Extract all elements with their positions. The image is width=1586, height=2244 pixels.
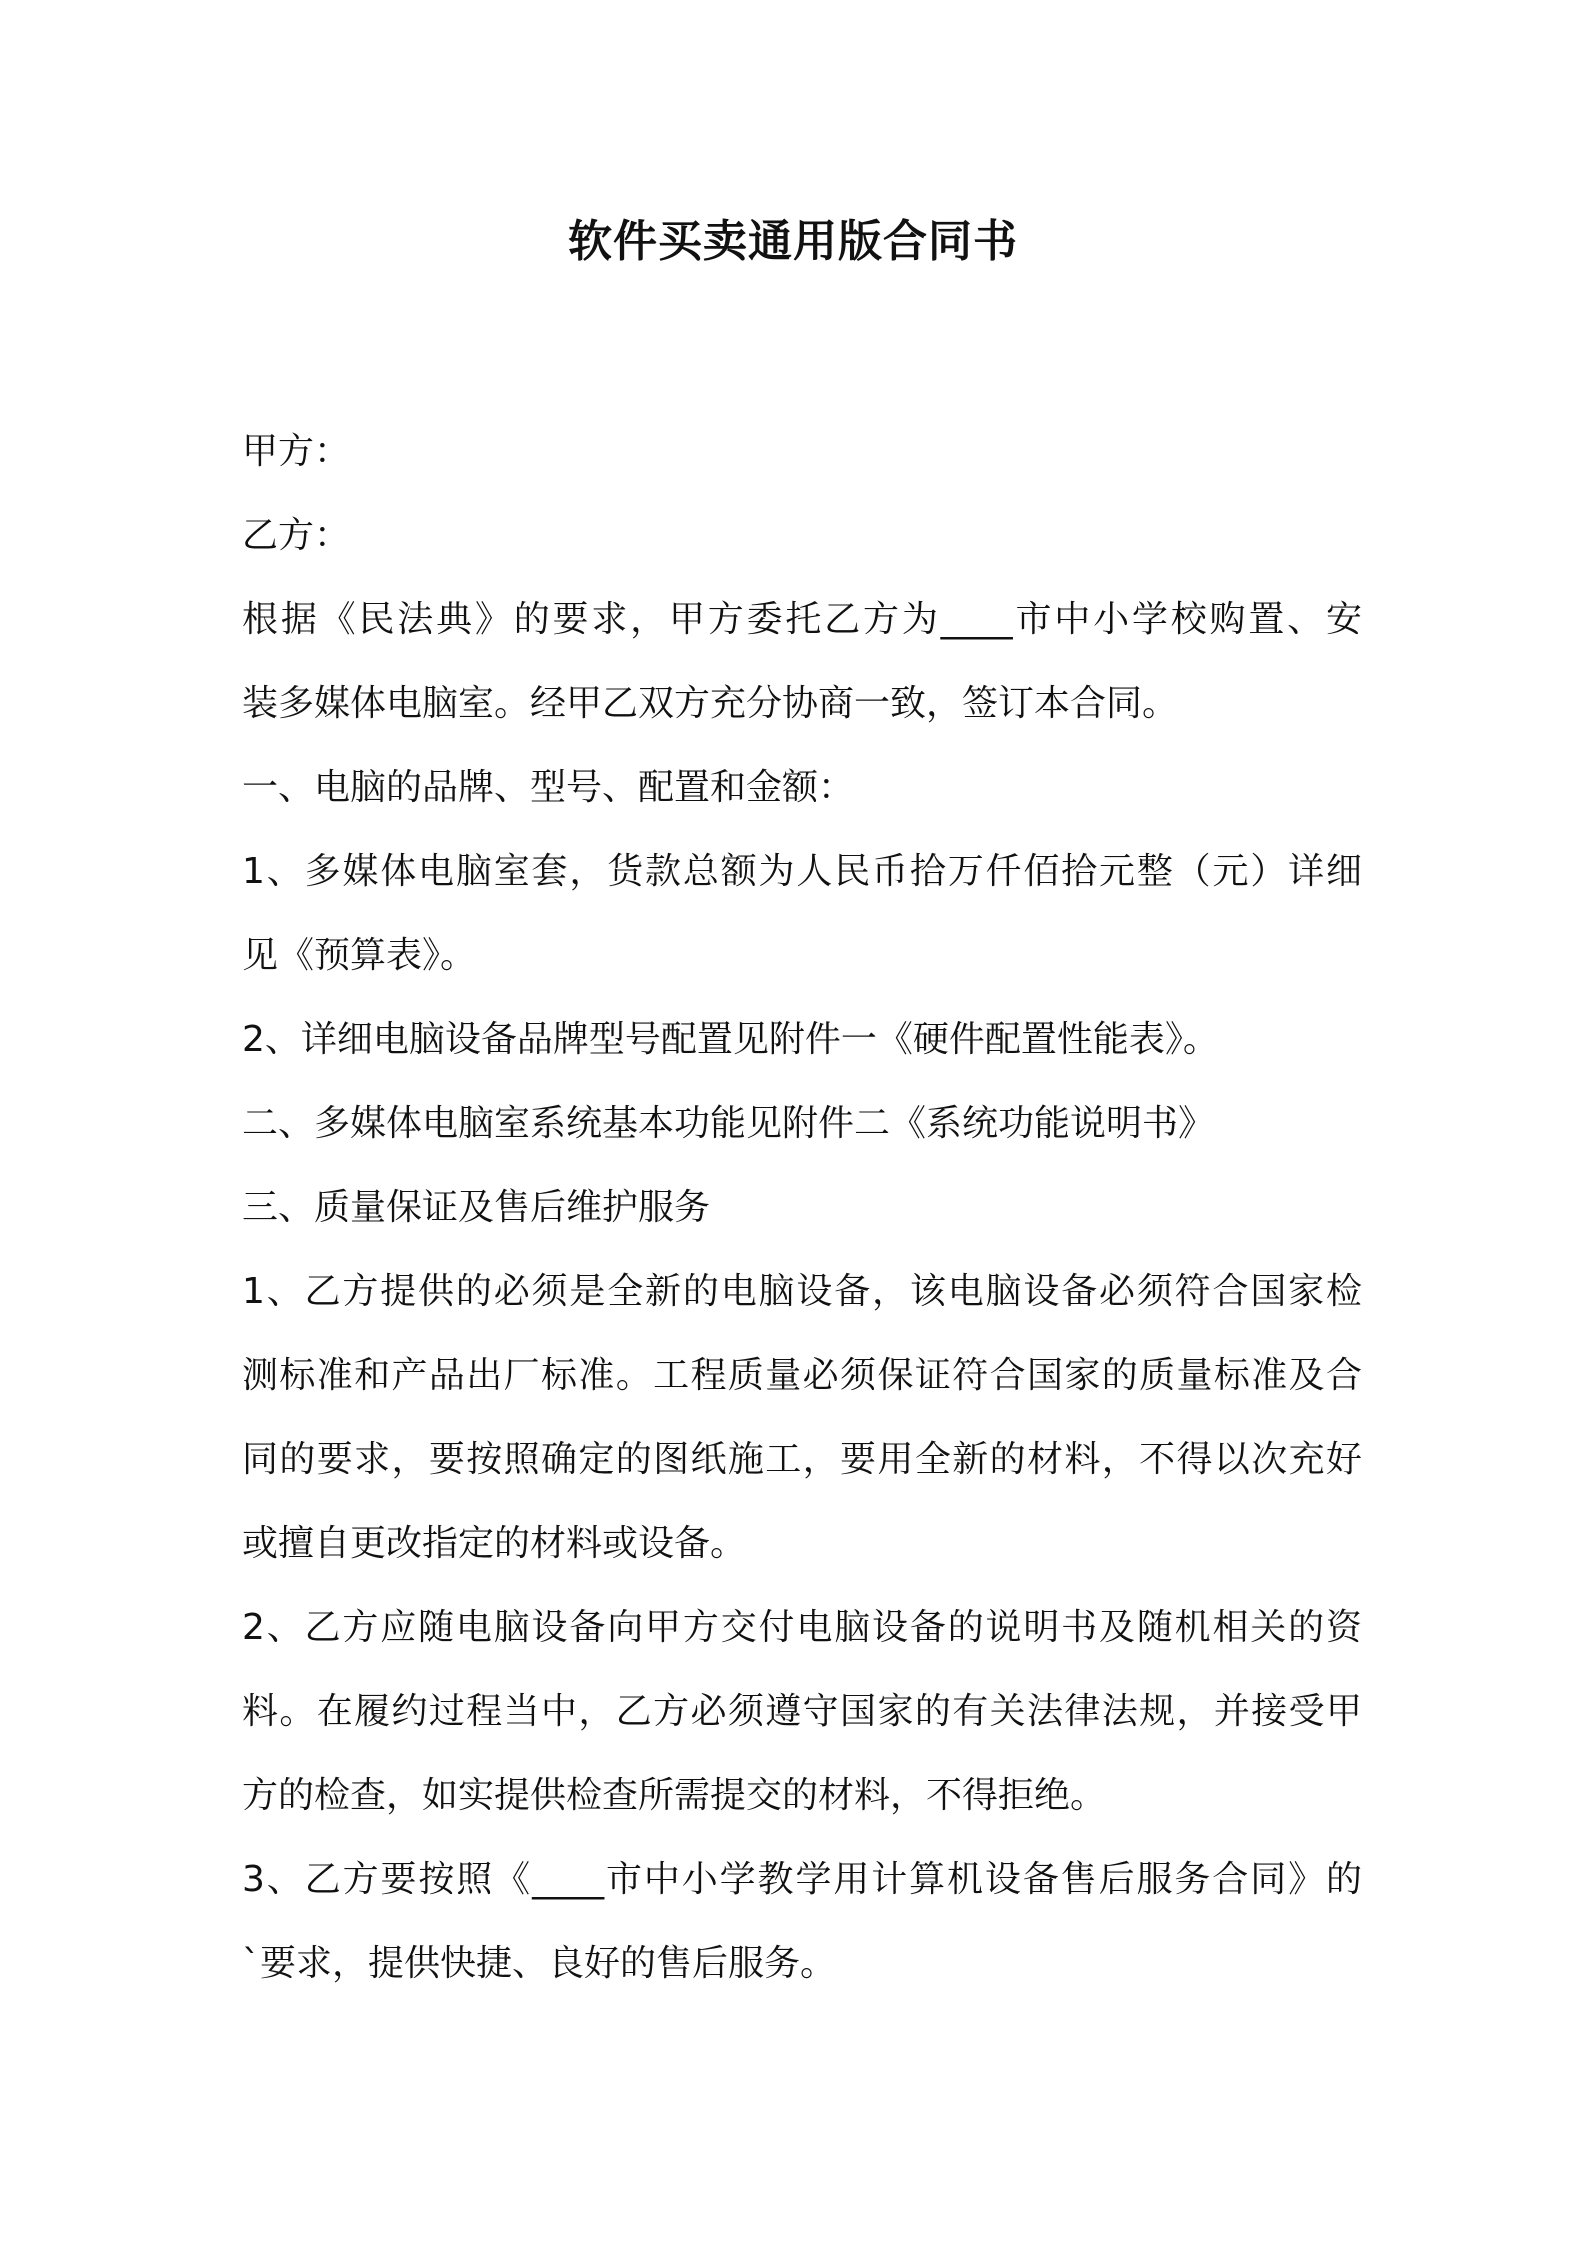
clause-3-2-line-2: 料。在履约过程当中，乙方必须遵守国家的有关法律法规，并接受甲 [242,1691,1362,1732]
clause-1-1-line-1: 1、多媒体电脑室套，货款总额为人民币拾万仟佰拾元整（元）详细 [242,851,1362,892]
clause-3-2-line-1: 2、乙方应随电脑设备向甲方交付电脑设备的说明书及随机相关的资 [242,1607,1362,1648]
clause-3-2-line-3: 方的检查，如实提供检查所需提交的材料，不得拒绝。 [242,1775,1107,1816]
section-1-heading: 一、电脑的品牌、型号、配置和金额： [242,767,855,808]
clause-3-3-line-1: 3、乙方要按照《____市中小学教学用计算机设备售后服务合同》的 [242,1859,1362,1900]
clause-3-1-line-2: 测标准和产品出厂标准。工程质量必须保证符合国家的质量标准及合 [242,1355,1362,1396]
party-b-line: 乙方： [242,515,351,556]
section-2-heading: 二、多媒体电脑室系统基本功能见附件二《系统功能说明书》 [242,1103,1215,1144]
preamble-line-2: 装多媒体电脑室。经甲乙双方充分协商一致，签订本合同。 [242,683,1179,724]
clause-3-3-line-2: `要求，提供快捷、良好的售后服务。 [242,1943,837,1984]
clause-3-1-line-3: 同的要求，要按照确定的图纸施工，要用全新的材料，不得以次充好 [242,1439,1362,1480]
section-3-heading: 三、质量保证及售后维护服务 [242,1187,711,1228]
party-a-line: 甲方： [242,431,351,472]
clause-1-1-line-2: 见《预算表》。 [242,935,477,976]
clause-1-2-line: 2、详细电脑设备品牌型号配置见附件一《硬件配置性能表》。 [242,1019,1219,1060]
clause-3-1-line-4: 或擅自更改指定的材料或设备。 [242,1523,747,1564]
document-title: 软件买卖通用版合同书 [568,216,1018,267]
document-body [242,410,1362,2006]
preamble-line-1: 根据《民法典》的要求，甲方委托乙方为____市中小学校购置、安 [242,599,1362,640]
clause-3-1-line-1: 1、乙方提供的必须是全新的电脑设备，该电脑设备必须符合国家检 [242,1271,1362,1312]
